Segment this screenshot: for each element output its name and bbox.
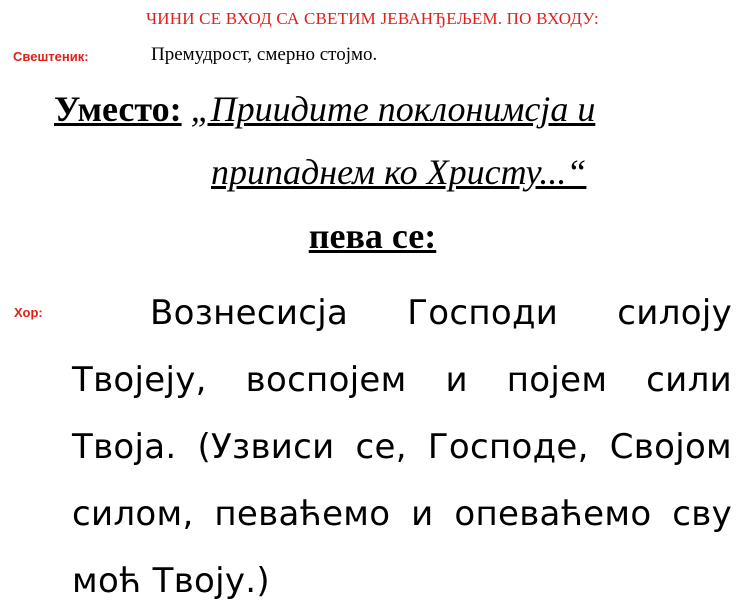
instead-line-1: [54, 87, 745, 131]
sung-label: пева се:: [308, 216, 437, 256]
rubric-heading: ЧИНИ СЕ ВХОД СА СВЕТИМ ЈЕВАНЂЕЉЕМ. ПО ВХОДУ:: [146, 9, 599, 28]
choir-label: Хор:: [14, 305, 43, 320]
instead-quote-line-2: припаднем ко Христу...“: [211, 152, 587, 192]
choir-text: Вознесисја Господи силоју Твојеју, воспојем и појем сили Твоја. (Узвиси се, Господе, Својом силом, певаћемо и опеваћемо сву моћ Твоју.): [72, 293, 732, 601]
priest-label: Свештеник:: [13, 49, 89, 64]
instead-quote-line-1: „Приидите поклонимсја и: [190, 89, 596, 129]
priest-text: Премудрост, смерно стојмо.: [151, 44, 378, 65]
instead-lead: Уместо:: [54, 89, 182, 129]
